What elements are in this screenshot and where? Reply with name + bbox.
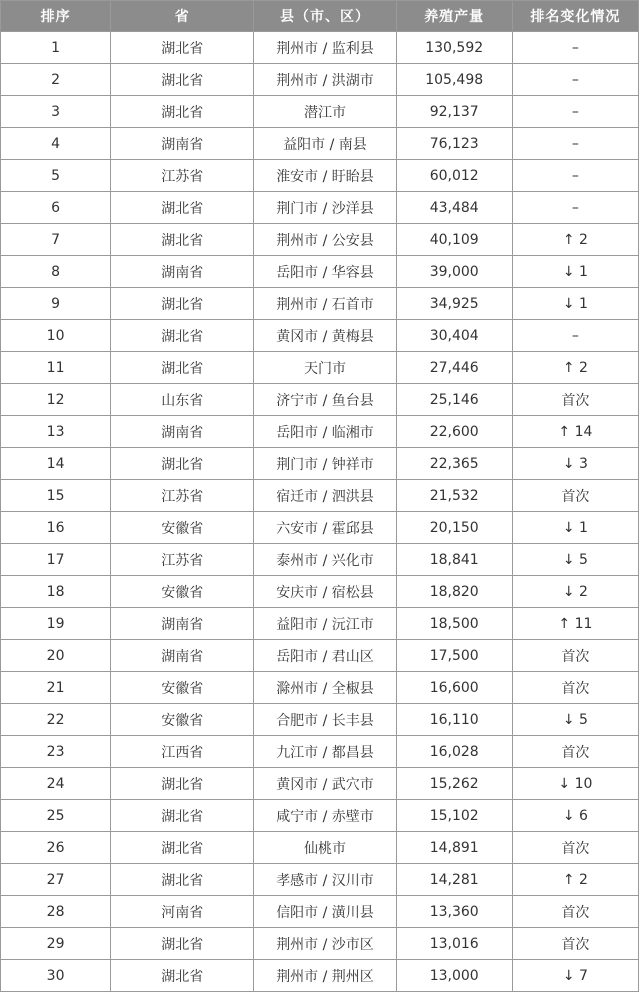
rank-change-cell: – bbox=[512, 64, 638, 96]
rank-change-cell: ↓ 5 bbox=[512, 704, 638, 736]
province-cell: 安徽省 bbox=[111, 672, 254, 704]
table-row bbox=[1, 160, 639, 192]
output-cell: 22,600 bbox=[396, 416, 512, 448]
county-cell: 荆州市 / 沙市区 bbox=[254, 928, 396, 960]
county-cell: 岳阳市 / 君山区 bbox=[254, 640, 396, 672]
province-cell: 江西省 bbox=[111, 736, 254, 768]
county-cell: 济宁市 / 鱼台县 bbox=[254, 384, 396, 416]
rank-cell: 17 bbox=[1, 544, 111, 576]
rank-cell: 2 bbox=[1, 64, 111, 96]
county-cell: 黄冈市 / 黄梅县 bbox=[254, 320, 396, 352]
rank-cell: 30 bbox=[1, 960, 111, 992]
province-cell: 湖南省 bbox=[111, 128, 254, 160]
output-cell: 30,404 bbox=[396, 320, 512, 352]
output-cell: 15,102 bbox=[396, 800, 512, 832]
rank-cell: 25 bbox=[1, 800, 111, 832]
county-cell: 六安市 / 霍邱县 bbox=[254, 512, 396, 544]
output-cell: 92,137 bbox=[396, 96, 512, 128]
rank-change-cell: – bbox=[512, 192, 638, 224]
rank-cell: 13 bbox=[1, 416, 111, 448]
rank-cell: 4 bbox=[1, 128, 111, 160]
county-cell: 岳阳市 / 华容县 bbox=[254, 256, 396, 288]
rank-change-cell: ↓ 1 bbox=[512, 256, 638, 288]
county-cell: 信阳市 / 潢川县 bbox=[254, 896, 396, 928]
table-row bbox=[1, 320, 639, 352]
rank-change-cell: – bbox=[512, 320, 638, 352]
rank-change-cell: 首次 bbox=[512, 896, 638, 928]
county-cell: 淮安市 / 盱眙县 bbox=[254, 160, 396, 192]
rank-cell: 6 bbox=[1, 192, 111, 224]
output-cell: 22,365 bbox=[396, 448, 512, 480]
province-cell: 江苏省 bbox=[111, 160, 254, 192]
table-row bbox=[1, 64, 639, 96]
rank-cell: 9 bbox=[1, 288, 111, 320]
table-row bbox=[1, 288, 639, 320]
table-row bbox=[1, 352, 639, 384]
province-cell: 安徽省 bbox=[111, 576, 254, 608]
header-county: 县（市、区） bbox=[254, 1, 396, 32]
table-row bbox=[1, 224, 639, 256]
output-cell: 21,532 bbox=[396, 480, 512, 512]
output-cell: 15,262 bbox=[396, 768, 512, 800]
rank-cell: 23 bbox=[1, 736, 111, 768]
county-cell: 岳阳市 / 临湘市 bbox=[254, 416, 396, 448]
table-row bbox=[1, 544, 639, 576]
output-cell: 27,446 bbox=[396, 352, 512, 384]
output-cell: 130,592 bbox=[396, 32, 512, 64]
rank-cell: 7 bbox=[1, 224, 111, 256]
province-cell: 湖南省 bbox=[111, 608, 254, 640]
county-cell: 宿迁市 / 泗洪县 bbox=[254, 480, 396, 512]
county-cell: 荆门市 / 钟祥市 bbox=[254, 448, 396, 480]
province-cell: 湖北省 bbox=[111, 96, 254, 128]
rank-change-cell: ↑ 2 bbox=[512, 864, 638, 896]
output-cell: 17,500 bbox=[396, 640, 512, 672]
output-cell: 60,012 bbox=[396, 160, 512, 192]
rank-cell: 21 bbox=[1, 672, 111, 704]
rank-change-cell: ↓ 3 bbox=[512, 448, 638, 480]
output-cell: 18,500 bbox=[396, 608, 512, 640]
output-cell: 105,498 bbox=[396, 64, 512, 96]
county-cell: 益阳市 / 沅江市 bbox=[254, 608, 396, 640]
county-cell: 荆门市 / 沙洋县 bbox=[254, 192, 396, 224]
rank-change-cell: ↑ 11 bbox=[512, 608, 638, 640]
county-cell: 潜江市 bbox=[254, 96, 396, 128]
table-body bbox=[1, 32, 639, 992]
rank-change-cell: ↑ 14 bbox=[512, 416, 638, 448]
rank-cell: 19 bbox=[1, 608, 111, 640]
output-cell: 20,150 bbox=[396, 512, 512, 544]
table-row bbox=[1, 672, 639, 704]
output-cell: 13,360 bbox=[396, 896, 512, 928]
province-cell: 山东省 bbox=[111, 384, 254, 416]
county-cell: 荆州市 / 荆州区 bbox=[254, 960, 396, 992]
output-cell: 18,820 bbox=[396, 576, 512, 608]
rank-change-cell: ↓ 6 bbox=[512, 800, 638, 832]
table-row bbox=[1, 576, 639, 608]
province-cell: 湖北省 bbox=[111, 224, 254, 256]
rank-change-cell: 首次 bbox=[512, 832, 638, 864]
table-row bbox=[1, 416, 639, 448]
table-row bbox=[1, 640, 639, 672]
province-cell: 湖南省 bbox=[111, 640, 254, 672]
rank-change-cell: 首次 bbox=[512, 672, 638, 704]
table-row bbox=[1, 832, 639, 864]
rank-cell: 18 bbox=[1, 576, 111, 608]
county-cell: 仙桃市 bbox=[254, 832, 396, 864]
rank-cell: 12 bbox=[1, 384, 111, 416]
rank-change-cell: ↓ 10 bbox=[512, 768, 638, 800]
province-cell: 江苏省 bbox=[111, 544, 254, 576]
rank-cell: 15 bbox=[1, 480, 111, 512]
table-row bbox=[1, 384, 639, 416]
county-cell: 荆州市 / 公安县 bbox=[254, 224, 396, 256]
rank-change-cell: ↓ 2 bbox=[512, 576, 638, 608]
table-row bbox=[1, 96, 639, 128]
output-cell: 13,000 bbox=[396, 960, 512, 992]
output-cell: 34,925 bbox=[396, 288, 512, 320]
table-row bbox=[1, 192, 639, 224]
rank-change-cell: ↑ 2 bbox=[512, 224, 638, 256]
output-cell: 13,016 bbox=[396, 928, 512, 960]
county-cell: 荆州市 / 洪湖市 bbox=[254, 64, 396, 96]
province-cell: 安徽省 bbox=[111, 512, 254, 544]
rank-cell: 29 bbox=[1, 928, 111, 960]
province-cell: 湖北省 bbox=[111, 928, 254, 960]
province-cell: 湖北省 bbox=[111, 352, 254, 384]
rank-change-cell: 首次 bbox=[512, 928, 638, 960]
table-row bbox=[1, 128, 639, 160]
output-cell: 16,028 bbox=[396, 736, 512, 768]
rank-change-cell: 首次 bbox=[512, 384, 638, 416]
province-cell: 湖北省 bbox=[111, 800, 254, 832]
rank-cell: 14 bbox=[1, 448, 111, 480]
county-cell: 合肥市 / 长丰县 bbox=[254, 704, 396, 736]
county-cell: 滁州市 / 全椒县 bbox=[254, 672, 396, 704]
table-row bbox=[1, 32, 639, 64]
rank-cell: 27 bbox=[1, 864, 111, 896]
rank-cell: 1 bbox=[1, 32, 111, 64]
rank-change-cell: – bbox=[512, 32, 638, 64]
province-cell: 湖北省 bbox=[111, 320, 254, 352]
county-cell: 益阳市 / 南县 bbox=[254, 128, 396, 160]
output-cell: 25,146 bbox=[396, 384, 512, 416]
province-cell: 湖北省 bbox=[111, 864, 254, 896]
province-cell: 安徽省 bbox=[111, 704, 254, 736]
output-cell: 14,281 bbox=[396, 864, 512, 896]
province-cell: 湖北省 bbox=[111, 288, 254, 320]
province-cell: 湖南省 bbox=[111, 256, 254, 288]
header-province: 省 bbox=[111, 1, 254, 32]
province-cell: 湖北省 bbox=[111, 32, 254, 64]
county-cell: 咸宁市 / 赤壁市 bbox=[254, 800, 396, 832]
county-cell: 荆州市 / 监利县 bbox=[254, 32, 396, 64]
rank-change-cell: ↑ 2 bbox=[512, 352, 638, 384]
output-cell: 43,484 bbox=[396, 192, 512, 224]
header-rank: 排序 bbox=[1, 1, 111, 32]
rank-change-cell: ↓ 7 bbox=[512, 960, 638, 992]
output-cell: 16,110 bbox=[396, 704, 512, 736]
table-row bbox=[1, 896, 639, 928]
county-cell: 孝感市 / 汉川市 bbox=[254, 864, 396, 896]
county-cell: 天门市 bbox=[254, 352, 396, 384]
rank-change-cell: ↓ 5 bbox=[512, 544, 638, 576]
rank-cell: 22 bbox=[1, 704, 111, 736]
rank-change-cell: ↓ 1 bbox=[512, 512, 638, 544]
rank-cell: 5 bbox=[1, 160, 111, 192]
table-row bbox=[1, 864, 639, 896]
table-row bbox=[1, 448, 639, 480]
output-cell: 39,000 bbox=[396, 256, 512, 288]
rank-cell: 3 bbox=[1, 96, 111, 128]
table-row bbox=[1, 928, 639, 960]
county-cell: 黄冈市 / 武穴市 bbox=[254, 768, 396, 800]
rank-change-cell: 首次 bbox=[512, 480, 638, 512]
table-row bbox=[1, 480, 639, 512]
rank-cell: 24 bbox=[1, 768, 111, 800]
rank-cell: 11 bbox=[1, 352, 111, 384]
table-row bbox=[1, 800, 639, 832]
rank-cell: 10 bbox=[1, 320, 111, 352]
table-row bbox=[1, 256, 639, 288]
table-row bbox=[1, 704, 639, 736]
province-cell: 湖北省 bbox=[111, 192, 254, 224]
output-cell: 76,123 bbox=[396, 128, 512, 160]
table-row bbox=[1, 768, 639, 800]
province-cell: 湖北省 bbox=[111, 64, 254, 96]
table-row bbox=[1, 608, 639, 640]
output-cell: 40,109 bbox=[396, 224, 512, 256]
rank-change-cell: 首次 bbox=[512, 640, 638, 672]
province-cell: 湖北省 bbox=[111, 448, 254, 480]
rank-cell: 20 bbox=[1, 640, 111, 672]
output-cell: 18,841 bbox=[396, 544, 512, 576]
rank-change-cell: 首次 bbox=[512, 736, 638, 768]
county-cell: 九江市 / 都昌县 bbox=[254, 736, 396, 768]
province-cell: 湖北省 bbox=[111, 768, 254, 800]
rank-cell: 28 bbox=[1, 896, 111, 928]
table-row bbox=[1, 512, 639, 544]
rank-cell: 16 bbox=[1, 512, 111, 544]
rank-cell: 8 bbox=[1, 256, 111, 288]
county-cell: 泰州市 / 兴化市 bbox=[254, 544, 396, 576]
rank-cell: 26 bbox=[1, 832, 111, 864]
province-cell: 江苏省 bbox=[111, 480, 254, 512]
output-cell: 16,600 bbox=[396, 672, 512, 704]
rank-change-cell: – bbox=[512, 128, 638, 160]
table-row bbox=[1, 960, 639, 992]
rank-change-cell: ↓ 1 bbox=[512, 288, 638, 320]
province-cell: 湖南省 bbox=[111, 416, 254, 448]
output-cell: 14,891 bbox=[396, 832, 512, 864]
rank-change-cell: – bbox=[512, 96, 638, 128]
county-cell: 安庆市 / 宿松县 bbox=[254, 576, 396, 608]
header-row bbox=[1, 1, 639, 32]
province-cell: 湖北省 bbox=[111, 960, 254, 992]
county-cell: 荆州市 / 石首市 bbox=[254, 288, 396, 320]
province-cell: 湖北省 bbox=[111, 832, 254, 864]
table-row bbox=[1, 736, 639, 768]
header-output: 养殖产量 bbox=[396, 1, 512, 32]
rank-change-cell: – bbox=[512, 160, 638, 192]
header-rank-change: 排名变化情况 bbox=[512, 1, 638, 32]
province-cell: 河南省 bbox=[111, 896, 254, 928]
